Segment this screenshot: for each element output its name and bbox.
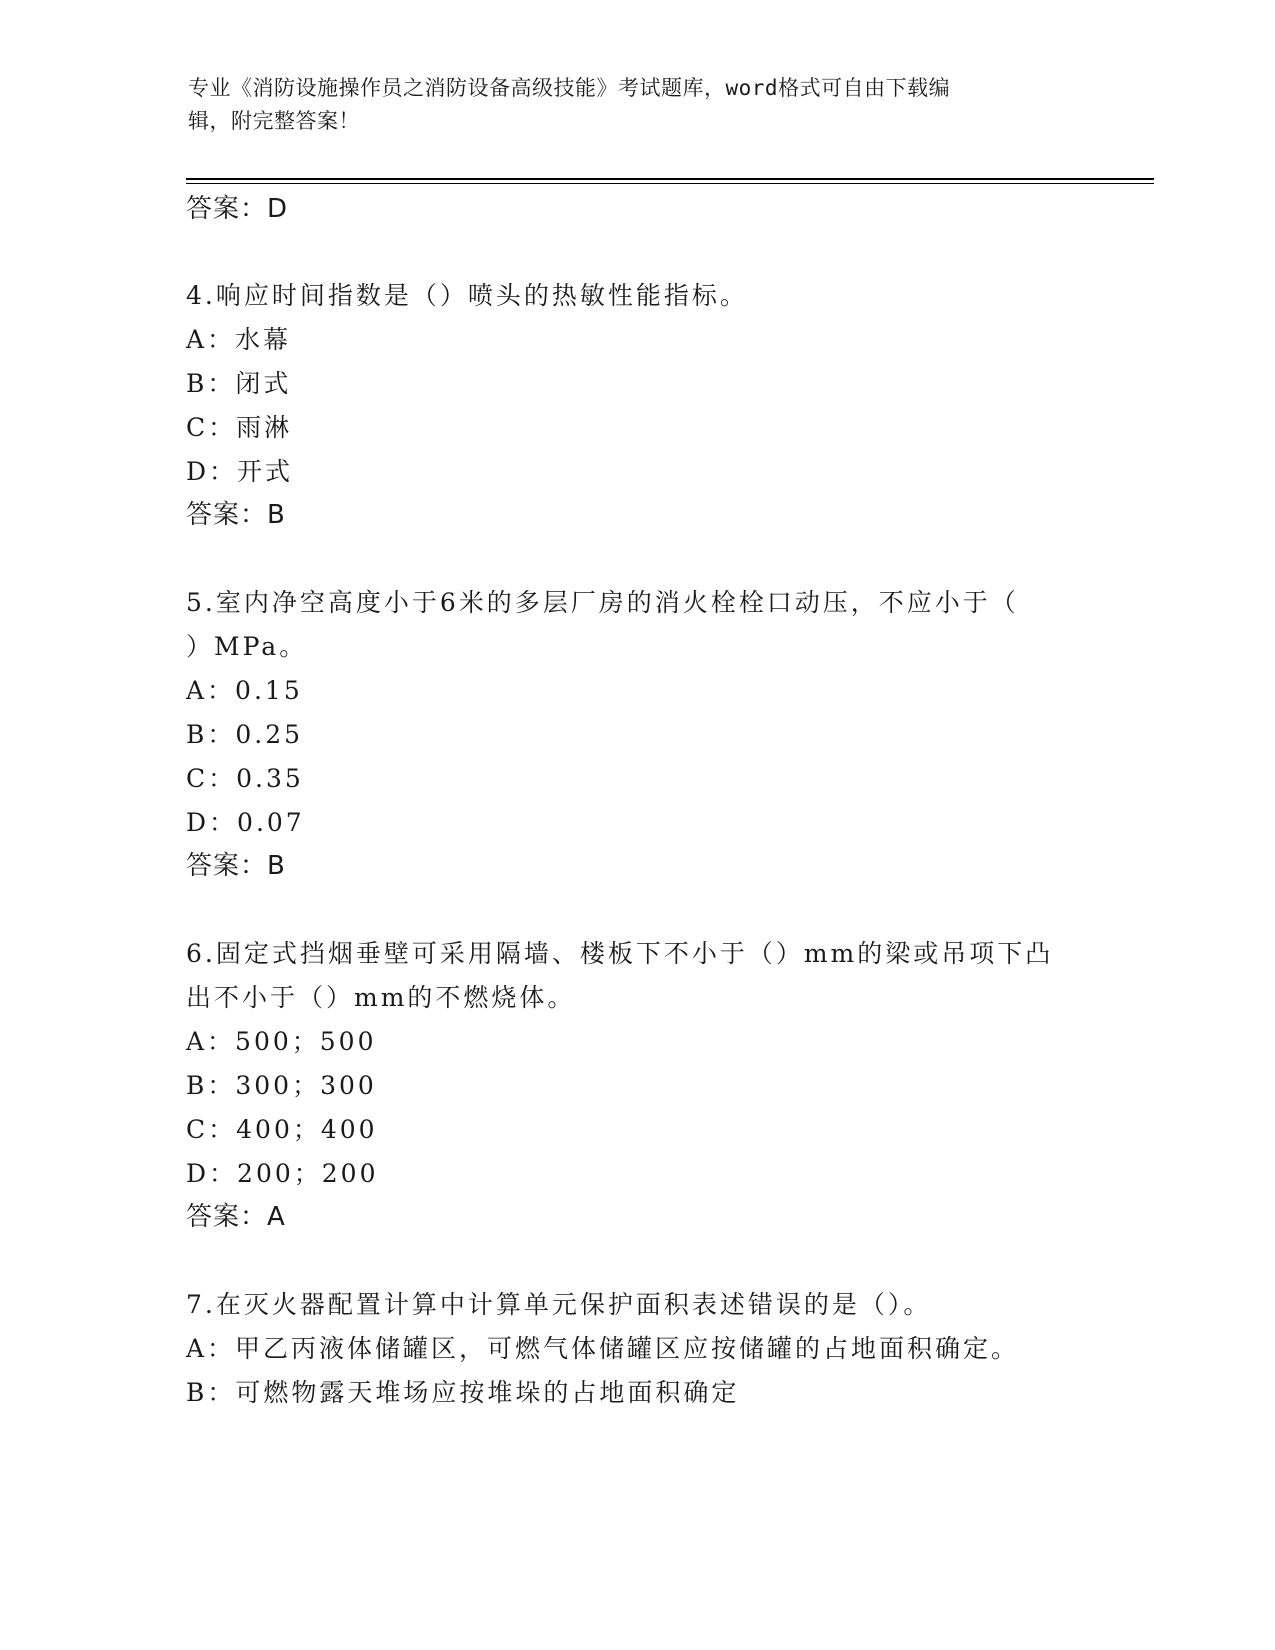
question-6-option-d: D：200；200 (186, 1159, 379, 1188)
question-6-stem-line-2: 出不小于（）mm的不燃烧体。 (186, 983, 576, 1012)
question-6-stem-line-1: 6.固定式挡烟垂壁可采用隔墙、楼板下不小于（）mm的梁或吊项下凸 (186, 939, 1054, 968)
question-4-option-d: D：开式 (186, 457, 294, 486)
question-6-answer: 答案：A (186, 1202, 286, 1232)
question-6-option-b: B：300；300 (186, 1071, 377, 1100)
question-5-stem-line-1: 5.室内净空高度小于6米的多层厂房的消火栓栓口动压，不应小于（ (186, 588, 1019, 617)
header-rule-thick (186, 178, 1154, 180)
question-4-option-a: A：水幕 (186, 325, 292, 354)
header-line-2: 辑，附完整答案！ (188, 109, 360, 133)
question-4-option-b: B：闭式 (186, 369, 292, 398)
question-5-option-d: D：0.07 (186, 808, 305, 837)
question-5-option-a: A：0.15 (186, 676, 303, 705)
question-7-stem: 7.在灭火器配置计算中计算单元保护面积表述错误的是（）。 (186, 1290, 932, 1319)
question-7-option-b: B：可燃物露天堆场应按堆垛的占地面积确定 (186, 1378, 740, 1407)
header-line-1: 专业《消防设施操作员之消防设备高级技能》考试题库，word格式可自由下载编 (188, 76, 951, 100)
document-header (188, 72, 1088, 138)
question-4-stem: 4.响应时间指数是（）喷头的热敏性能指标。 (186, 281, 748, 310)
question-5-answer: 答案：B (186, 851, 286, 881)
question-4-answer: 答案：B (186, 500, 286, 530)
question-6-option-c: C：400；400 (186, 1115, 378, 1144)
question-5-option-b: B：0.25 (186, 720, 304, 749)
question-7-option-a: A：甲乙丙液体储罐区，可燃气体储罐区应按储罐的占地面积确定。 (186, 1334, 1020, 1363)
question-5-stem-line-2: ）MPa。 (186, 632, 308, 661)
question-4-option-c: C：雨淋 (186, 413, 293, 442)
question-5-option-c: C：0.35 (186, 764, 304, 793)
answer-previous: 答案：D (186, 194, 289, 224)
question-6-option-a: A：500；500 (186, 1027, 377, 1056)
header-rule-thin (186, 183, 1154, 184)
